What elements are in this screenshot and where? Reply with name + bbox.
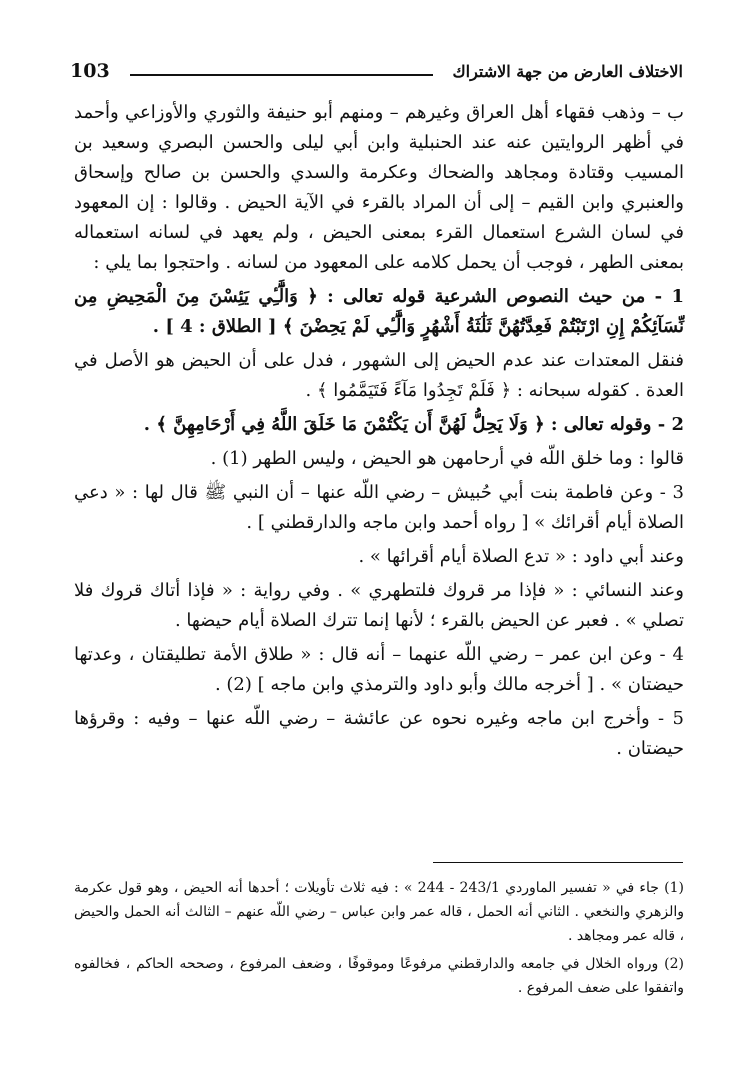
- paragraph: 2 - وقوله تعالى : ﴿ وَلَا يَحِلُّ لَهُنَّ أَن يَكْتُمْنَ مَا خَلَقَ اللَّهُ فِي أَرْحَامِهِنَّ ﴾ .: [143, 414, 684, 435]
- paragraph: قالوا : وما خلق اللّه في أرحامهن هو الحيض ، وليس الطهر (1) .: [210, 448, 684, 469]
- running-title: الاختلاف العارض من جهة الاشتراك: [452, 62, 683, 81]
- page-number: 103: [70, 60, 110, 82]
- paragraph: 1 - من حيث النصوص الشرعية قوله تعالى : ﴿ وَالَّٰٓـِٔي يَئِسْنَ مِنَ الْمَحِيضِ مِن نِّسَآئِكُمْ إِنِ ارْتَبْتُمْ فَعِدَّتُهُنَّ ثَلَٰثَةُ أَشْهُرٍ وَالَّٰٓـِٔي لَمْ يَحِضْنَ ﴾ [ الطلاق : 4 ] .: [74, 286, 684, 337]
- footnotes: [74, 876, 684, 1000]
- footnote: (1) جاء في « تفسير الماوردي 243/1 - 244 » : فيه ثلاث تأويلات ؛ أحدها أنه الحيض ، وهو قول عكرمة والزهري والنخعي . الثاني أنه الحمل ، قاله عمر وابن عباس – رضي اللّه عنهم – الثالث أنه الحمل والحيض ، قاله عمر ومجاهد .: [74, 880, 684, 944]
- paragraph: وعند أبي داود : « تدع الصلاة أيام أقرائها » .: [358, 546, 684, 567]
- paragraph: 4 - وعن ابن عمر – رضي اللّه عنهما – أنه قال : « طلاق الأمة تطليقتان ، وعدتها حيضتان » . [ أخرجه مالك وأبو داود والترمذي وابن ماجه ] (2) .: [74, 644, 684, 695]
- paragraph: وعند النسائي : « فإذا مر قروك فلتطهري » . وفي رواية : « فإذا أتاك قروك فلا تصلي » . فعبر عن الحيض بالقرء ؛ لأنها إنما تترك الصلاة أيام حيضها .: [74, 580, 684, 631]
- footnote-rule: [433, 862, 683, 863]
- paragraph: فنقل المعتدات عند عدم الحيض إلى الشهور ، فدل على أن الحيض هو الأصل في العدة . كقوله سبحانه : ﴿ فَلَمْ تَجِدُوا مَآءً فَتَيَمَّمُوا ﴾ .: [74, 350, 684, 401]
- header-rule: [130, 74, 433, 76]
- main-text: [74, 98, 684, 764]
- paragraph: 5 - وأخرج ابن ماجه وغيره نحوه عن عائشة – رضي اللّه عنها – وفيه : وقرؤها حيضتان .: [74, 708, 684, 759]
- paragraph: 3 - وعن فاطمة بنت أبي حُبيش – رضي اللّه عنها – أن النبي ﷺ قال لها : « دعي الصلاة أيام أقرائك » [ رواه أحمد وابن ماجه والدارقطني ] .: [74, 482, 684, 533]
- footnote: (2) ورواه الخلال في جامعه والدارقطني مرفوعًا وموقوفًا ، وضعف المرفوع ، وصححه الحاكم ، فخالفوه واتفقوا على ضعف المرفوع .: [74, 956, 684, 996]
- page-header: [70, 60, 683, 88]
- paragraph: ب – وذهب فقهاء أهل العراق وغيرهم – ومنهم أبو حنيفة والثوري والأوزاعي وأحمد في أظهر الروايتين عنه عند الحنبلية وابن أبي ليلى والحسن البصري وسعيد بن المسيب وقتادة ومجاهد والضحاك وعكرمة والسدي والحسن بن صالح وإسحاق والعنبري وابن القيم – إلى أن المراد بالقرء في الآية الحيض . وقالوا : إن المعهود في لسان الشرع استعمال القرء بمعنى الحيض ، ولم يعهد في لسانه استعماله بمعنى الطهر ، فوجب أن يحمل كلامه على المعهود من لسانه . واحتجوا بما يلي :: [74, 102, 684, 273]
